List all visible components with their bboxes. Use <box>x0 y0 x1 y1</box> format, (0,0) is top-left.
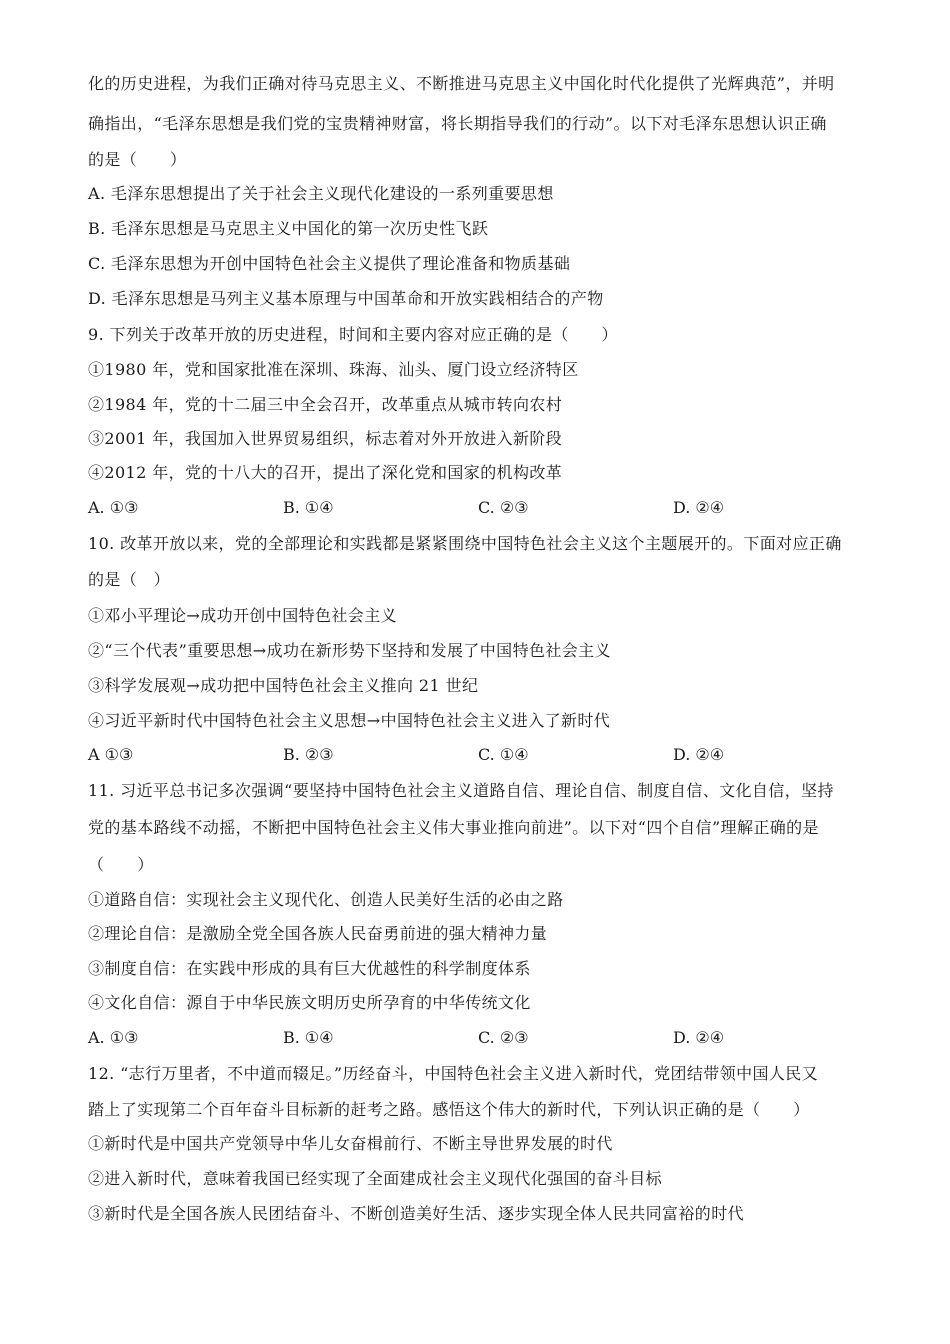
question-11-options <box>88 1024 868 1052</box>
question-8-stem-line-2: 确指出，“毛泽东思想是我们党的宝贵精神财富，将长期指导我们的行动”。以下对毛泽东思想认识正确 <box>88 114 827 133</box>
question-10-item-4: ④习近平新时代中国特色社会主义思想→中国特色社会主义进入了新时代 <box>88 711 611 730</box>
question-9-option-b: B. ①④ <box>283 498 334 517</box>
question-9-options <box>88 494 868 522</box>
question-11-item-3: ③制度自信：在实践中形成的具有巨大优越性的科学制度体系 <box>88 959 531 978</box>
question-9-item-2: ②1984 年，党的十二届三中全会召开，改革重点从城市转向农村 <box>88 395 563 414</box>
question-10-stem-line-1: 10. 改革开放以来，党的全部理论和实践都是紧紧围绕中国特色社会主义这个主题展开的。下面对应正确 <box>88 534 842 553</box>
question-10-option-a: A ①③ <box>88 745 134 764</box>
question-9-stem: 9. 下列关于改革开放的历史进程，时间和主要内容对应正确的是（ ） <box>88 325 618 344</box>
question-10-option-c: C. ①④ <box>478 745 529 764</box>
question-10-option-d: D. ②④ <box>673 745 725 764</box>
question-9-item-1: ①1980 年，党和国家批准在深圳、珠海、汕头、厦门设立经济特区 <box>88 360 579 379</box>
question-11-item-2: ②理论自信：是激励全党全国各族人民奋勇前进的强大精神力量 <box>88 924 548 943</box>
question-8-stem-line-3: 的是（ ） <box>88 150 187 169</box>
question-11-option-c: C. ②③ <box>478 1028 529 1047</box>
question-11-item-4: ④文化自信：源自于中华民族文明历史所孕育的中华传统文化 <box>88 993 531 1012</box>
question-9-option-a: A. ①③ <box>88 498 139 517</box>
question-12-stem-line-2: 踏上了实现第二个百年奋斗目标新的赶考之路。感悟这个伟大的新时代，下列认识正确的是（ ） <box>88 1100 810 1119</box>
question-10-stem-line-2: 的是（ ） <box>88 570 171 589</box>
question-8-option-a: A. 毛泽东思想提出了关于社会主义现代化建设的一系列重要思想 <box>88 184 554 203</box>
question-10-option-b: B. ②③ <box>283 745 334 764</box>
question-12-item-1: ①新时代是中国共产党领导中华儿女奋楫前行、不断主导世界发展的时代 <box>88 1134 613 1153</box>
question-11-option-a: A. ①③ <box>88 1028 139 1047</box>
question-9-option-c: C. ②③ <box>478 498 529 517</box>
question-12-item-3: ③新时代是全国各族人民团结奋斗、不断创造美好生活、逐步实现全体人民共同富裕的时代 <box>88 1204 745 1223</box>
question-10-item-1: ①邓小平理论→成功开创中国特色社会主义 <box>88 606 398 625</box>
question-9-item-4: ④2012 年，党的十八大的召开，提出了深化党和国家的机构改革 <box>88 463 563 482</box>
question-10-item-3: ③科学发展观→成功把中国特色社会主义推向 21 世纪 <box>88 676 479 695</box>
question-11-option-b: B. ①④ <box>283 1028 334 1047</box>
question-11-option-d: D. ②④ <box>673 1028 725 1047</box>
question-11-stem-line-1: 11. 习近平总书记多次强调“要坚持中国特色社会主义道路自信、理论自信、制度自信、文化自信，坚持 <box>88 781 834 800</box>
question-8-stem-line-1: 化的历史进程，为我们正确对待马克思主义、不断推进马克思主义中国化时代化提供了光辉典范”，并明 <box>88 74 835 93</box>
question-9-item-3: ③2001 年，我国加入世界贸易组织，标志着对外开放进入新阶段 <box>88 429 563 448</box>
question-9-option-d: D. ②④ <box>673 498 725 517</box>
question-12-item-2: ②进入新时代，意味着我国已经实现了全面建成社会主义现代化强国的奋斗目标 <box>88 1169 663 1188</box>
question-11-item-1: ①道路自信：实现社会主义现代化、创造人民美好生活的必由之路 <box>88 890 564 909</box>
question-10-item-2: ②“三个代表”重要思想→成功在新形势下坚持和发展了中国特色社会主义 <box>88 641 611 660</box>
question-10-options <box>88 741 868 769</box>
question-11-stem-line-2: 党的基本路线不动摇，不断把中国特色社会主义伟大事业推向前进”。以下对“四个自信”理解正确的是 <box>88 818 819 837</box>
question-8-option-d: D. 毛泽东思想是马列主义基本原理与中国革命和开放实践相结合的产物 <box>88 289 604 308</box>
question-8-option-c: C. 毛泽东思想为开创中国特色社会主义提供了理论准备和物质基础 <box>88 254 571 273</box>
question-8-option-b: B. 毛泽东思想是马克思主义中国化的第一次历史性飞跃 <box>88 219 489 238</box>
question-12-stem-line-1: 12. “志行万里者，不中道而辍足。”历经奋斗，中国特色社会主义进入新时代，党团结带领中国人民又 <box>88 1064 819 1083</box>
question-11-stem-line-3: （ ） <box>88 855 154 874</box>
